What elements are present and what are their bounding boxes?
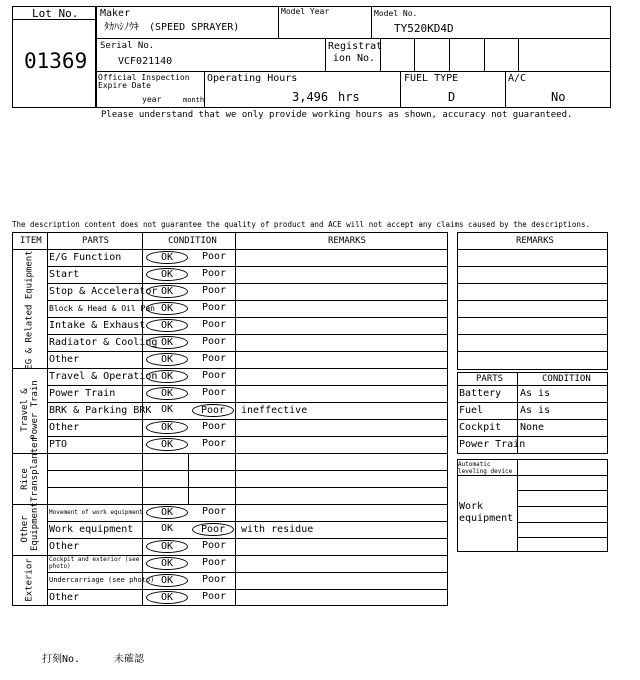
condition-ok: OK [146,387,188,400]
part-name: Movement of work equipment [49,508,143,516]
inspection-label-line2: Expire Date [98,81,151,90]
row-divider [47,266,448,267]
model-year-label: Model Year [281,7,330,16]
condition-poor: Poor [202,353,227,364]
group-label-eg: EG & Related Equipment [24,250,35,370]
registration-label: Registrat ion No. [328,41,383,64]
col-remarks-header: REMARKS [328,236,366,246]
model-no-label: Model No. [374,9,418,18]
lot-number: 01369 [24,49,88,73]
condition-poor: Poor [192,523,234,536]
condition-poor: Poor [202,370,227,381]
right-part-name: Cockpit [459,422,502,433]
part-name: Block & Head & Oil Pan [49,303,155,313]
condition-ok: OK [146,438,188,451]
condition-ok: OK [146,319,188,332]
condition-poor: Poor [202,421,227,432]
group-label-travel: Travel & Power Train [20,380,40,440]
group-label-other: Other Equipment [20,502,40,551]
condition-poor: Poor [202,251,227,262]
remarks-row-line [457,300,608,301]
hours-notice: Please understand that we only provide working hours as shown, accuracy not guaranteed. [101,110,573,120]
month-label: month [183,96,205,104]
work-equipment-row-line [517,506,608,507]
work-equipment-row-line [517,522,608,523]
condition-poor: Poor [202,319,227,330]
condition-poor: Poor [202,540,227,551]
row-divider [12,453,448,454]
right-remarks-header: REMARKS [516,236,554,246]
condition-ok: OK [146,557,188,570]
part-name: Start [49,268,80,280]
row-divider [47,334,448,335]
group-label-rice: Rice Transplanter [20,436,40,502]
part-name: Work equipment [49,523,134,535]
operating-hours-label: Operating Hours [207,73,298,84]
part-name: Intake & Exhaust [49,319,146,331]
work-equipment-row-line [517,537,608,538]
right-condition-header: CONDITION [542,374,591,384]
auto-leveling-label: Automatic leveling device [458,461,513,475]
col-parts-header: PARTS [82,236,110,246]
row-divider [47,436,448,437]
stamp-number-label: 打刻No. [42,654,81,665]
row-divider [47,572,448,573]
row-divider [47,589,448,590]
row-divider [12,504,448,505]
condition-ok: OK [146,421,188,434]
remarks-row-line [457,249,608,250]
part-name: Stop & Accelerator [49,285,158,297]
remarks-row-line [457,351,608,352]
condition-poor: Poor [202,268,227,279]
serial-label: Serial No. [100,41,155,51]
col-item-header: ITEM [20,236,42,246]
right-part-name: Battery [459,388,502,399]
row-divider [47,402,448,403]
condition-ok: OK [146,336,188,349]
condition-ok: OK [146,302,188,315]
group-label-exterior: Exterior [24,558,35,602]
operating-hours-unit: hrs [338,90,360,104]
remarks-row-line [457,283,608,284]
remarks-row-line [457,317,608,318]
condition-poor: Poor [202,557,227,568]
table-header-divider [12,249,448,250]
part-name: Other [49,591,80,603]
condition-poor: Poor [202,285,227,296]
ac-label: A/C [508,73,527,84]
right-part-condition: None [520,422,545,433]
row-divider [47,521,448,522]
remarks-row-line [457,334,608,335]
row-divider [47,300,448,301]
maker-value: ﾀｶﾊｼﾉｳｷ (SPEED SPRAYER) [104,22,240,33]
part-name: Other [49,421,80,433]
remarks-row-line [457,266,608,267]
condition-ok: OK [146,574,188,587]
part-name: Other [49,353,80,365]
col-condition-header: CONDITION [168,236,217,246]
fuel-type-value: D [448,90,456,104]
right-part-name: Fuel [459,405,484,416]
parts-row-line [457,385,608,386]
part-name: E/G Function [49,251,122,263]
condition-ok: OK [146,591,188,604]
work-equipment-label: Work equipment [459,501,514,524]
row-divider [12,368,448,369]
parts-row-line [457,436,608,437]
row-divider [47,317,448,318]
lot-label: Lot No. [32,7,79,20]
condition-poor: Poor [202,387,227,398]
right-part-condition: As is [520,405,551,416]
part-name: Undercarriage (see photo) [49,576,155,584]
condition-ok: OK [146,540,188,553]
condition-ok: OK [146,353,188,366]
remark: with residue [241,523,314,535]
row-divider [47,487,448,488]
condition-ok: OK [146,251,188,264]
disclaimer: The description content does not guarantee the quality of product and ACE will not accept any claims caused by the descriptions. [12,220,590,229]
row-divider [47,351,448,352]
row-divider [47,419,448,420]
condition-ok: OK [146,285,188,298]
remark: ineffective [241,404,308,416]
condition-ok: OK [146,506,188,519]
right-part-name: Power Train [459,439,526,450]
row-divider [47,538,448,539]
condition-poor: Poor [202,302,227,313]
condition-subdivider [188,453,189,504]
condition-ok: OK [160,523,174,534]
model-no-value: TY520KD4D [394,22,454,35]
condition-poor: Poor [202,438,227,449]
part-name: Radiator & Cooling [49,336,158,348]
fuel-type-label: FUEL TYPE [404,73,459,84]
parts-row-line [457,419,608,420]
maker-label: Maker [100,8,131,19]
ac-value: No [551,90,566,104]
part-name: Other [49,540,80,552]
part-name: BRK & Parking BRK [49,404,152,416]
row-divider [47,470,448,471]
condition-poor: Poor [202,336,227,347]
part-name: Power Train [49,387,116,399]
part-name: Cockpit and exterior (see photo) [49,556,140,570]
condition-ok: OK [160,404,174,415]
part-name: PTO [49,438,68,450]
condition-ok: OK [146,268,188,281]
right-part-condition: As is [520,388,551,399]
stamp-number-value: 未確認 [114,654,144,665]
year-label: year [142,95,162,104]
right-parts-header: PARTS [476,374,504,384]
operating-hours-value: 3,496 [292,90,329,104]
part-name: Travel & Operation [49,370,158,382]
work-equipment-row-line [517,490,608,491]
row-divider [47,283,448,284]
condition-ok: OK [146,370,188,383]
inspection-label-line1: Official Inspection [98,73,190,82]
condition-poor: Poor [202,591,227,602]
serial-value: VCF021140 [118,56,173,67]
condition-poor: Poor [192,404,234,417]
condition-poor: Poor [202,506,227,517]
row-divider [47,385,448,386]
parts-row-line [457,402,608,403]
condition-poor: Poor [202,574,227,585]
